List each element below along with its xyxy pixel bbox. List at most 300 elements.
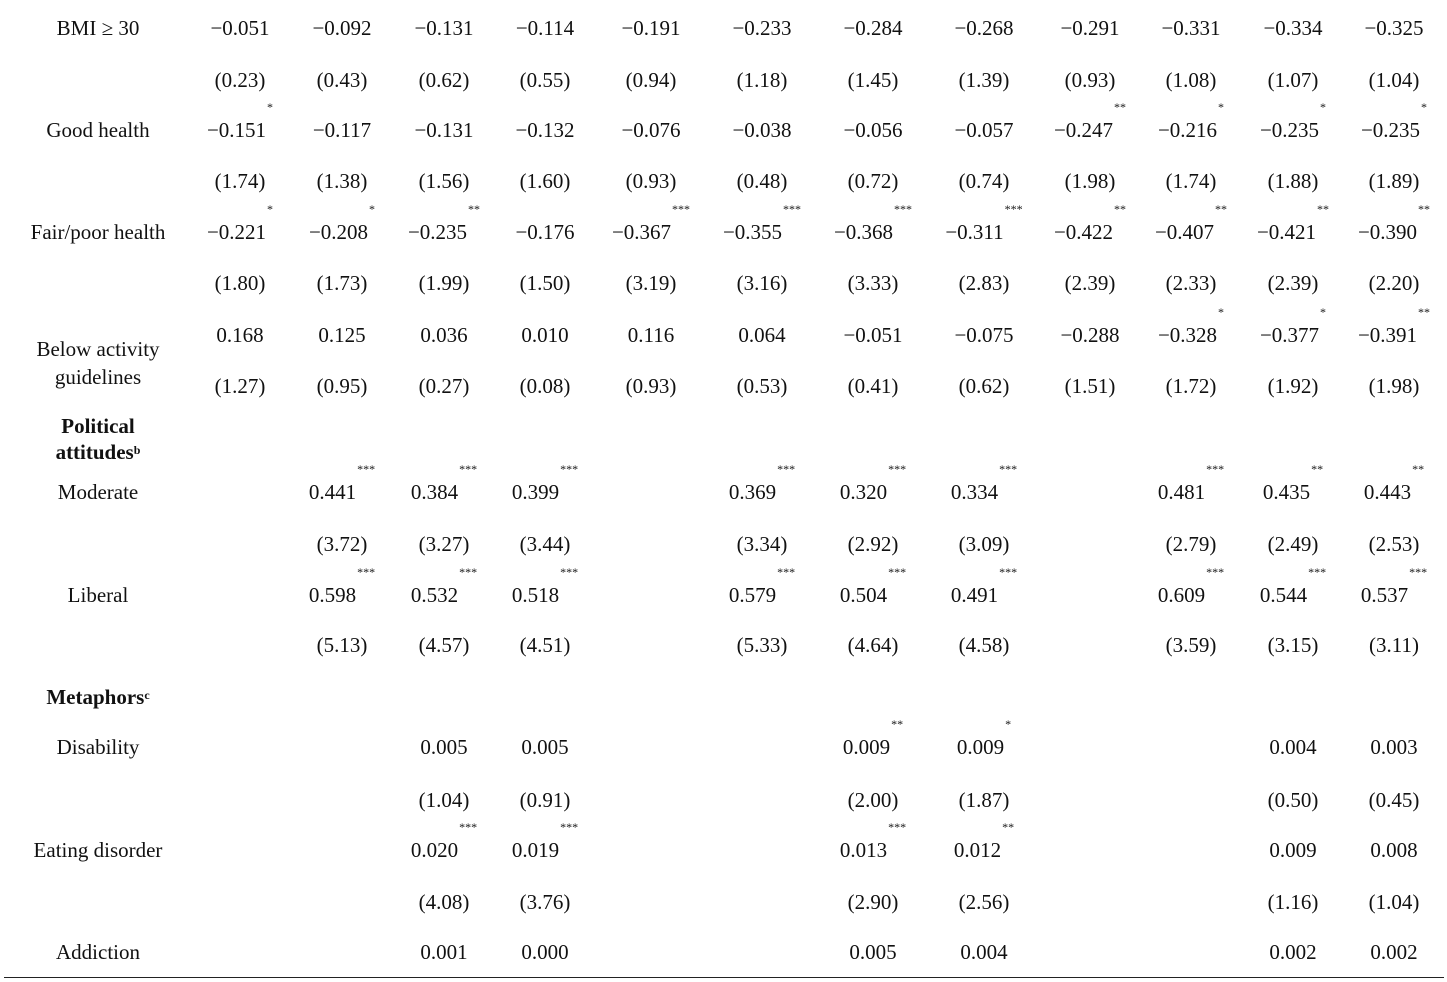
row-good-health-tstat-col5: (0.93) [625,169,677,193]
row-below-activity-guidelines-coef-col3 [390,310,498,361]
section-title-0-line2 [0,439,196,465]
significance-stars: *** [1206,565,1225,579]
coef-value: 0.435 [1262,480,1311,504]
significance-stars: *** [560,462,579,476]
row-fair-poor-health-coef-col6 [708,202,816,258]
row-below-activity-guidelines-coef-col12 [1340,305,1447,361]
row-eating-disorder-tstat-col3: (4.08) [418,890,470,914]
row-fair-poor-health-tstat-col12: (2.20) [1368,271,1420,295]
row-fair-poor-health-coef-col3 [390,202,498,258]
row-bmi-30-coef-col5 [597,3,705,54]
row-moderate-tstat-col2: (3.72) [316,532,368,556]
row-bmi-30-coef-col1 [186,3,294,54]
row-good-health-coef-col11 [1239,100,1347,156]
row-bmi-30-tstat-col1: (0.23) [214,68,266,92]
row-eating-disorder-coef-col12 [1340,825,1447,876]
section-title-text: Metaphors [46,685,145,709]
row-below-activity-guidelines-tstat-col7: (0.41) [847,374,899,398]
coef-value: −0.421 [1256,220,1317,244]
significance-stars: * [369,202,376,216]
row-liberal-coef-col7 [819,565,927,621]
coef-value: 0.369 [728,480,777,504]
row-disability-label: Disability [56,735,140,759]
row-moderate-coef-col11 [1239,462,1347,518]
coef-value: −0.176 [515,220,575,244]
row-liberal-tstat-col11: (3.15) [1267,633,1319,657]
coef-value: −0.368 [833,220,894,244]
row-fair-poor-health-tstat-col11: (2.39) [1267,271,1319,295]
row-good-health-tstat-col1: (1.74) [214,169,266,193]
row-moderate-tstat-col4: (3.44) [519,532,571,556]
coef-value: −0.131 [414,118,474,142]
row-fair-poor-health-tstat-col7: (3.33) [847,271,899,295]
coef-value: 0.609 [1157,583,1206,607]
row-moderate-tstat-col8: (3.09) [958,532,1010,556]
row-eating-disorder-tstat-col11: (1.16) [1267,890,1319,914]
row-good-health-tstat-col3: (1.56) [418,169,470,193]
significance-stars: *** [999,565,1018,579]
row-eating-disorder-coef-col8 [930,820,1038,876]
row-bmi-30-coef-col3 [390,3,498,54]
coef-value: −0.284 [843,16,903,40]
row-liberal-coef-col11 [1239,565,1347,621]
row-moderate-coef-col10 [1137,462,1245,518]
row-liberal-tstat-col8: (4.58) [958,633,1010,657]
row-below-activity-guidelines-coef-col6 [708,310,816,361]
row-bmi-30-tstat-col3: (0.62) [418,68,470,92]
row-disability-tstat-col3: (1.04) [418,788,470,812]
row-addiction-coef-col4 [491,927,599,978]
coef-value: 0.005 [521,735,569,759]
row-below-activity-guidelines-tstat-col2: (0.95) [316,374,368,398]
row-fair-poor-health-tstat-col9: (2.39) [1064,271,1116,295]
significance-stars: *** [560,565,579,579]
coef-value: 0.036 [420,323,468,347]
row-below-activity-guidelines-coef-col1 [186,310,294,361]
significance-stars: ** [891,717,904,731]
row-below-activity-guidelines-label-line1: Below activity [36,337,160,361]
row-disability-coef-col4 [491,722,599,773]
row-bmi-30-tstat-col5: (0.94) [625,68,677,92]
coef-value: −0.114 [515,16,575,40]
row-fair-poor-health-coef-col11 [1239,202,1347,258]
section-title-text: Political [61,414,135,438]
significance-stars: *** [459,565,478,579]
significance-stars: *** [1308,565,1327,579]
row-fair-poor-health-coef-col8 [930,202,1038,258]
coef-value: −0.328 [1157,323,1218,347]
row-fair-poor-health-coef-col12 [1340,202,1447,258]
row-disability-coef-col7 [819,717,927,773]
coef-value: −0.132 [515,118,575,142]
row-liberal-tstat-col7: (4.64) [847,633,899,657]
row-below-activity-guidelines-coef-col8 [930,310,1038,361]
coef-value: −0.131 [414,16,474,40]
coef-value: 0.125 [318,323,366,347]
row-bmi-30-coef-col7 [819,3,927,54]
row-liberal-coef-col8 [930,565,1038,621]
row-below-activity-guidelines-tstat-col6: (0.53) [736,374,788,398]
row-good-health-tstat-col9: (1.98) [1064,169,1116,193]
coef-value: 0.009 [842,735,891,759]
coef-value: 0.003 [1370,735,1418,759]
coef-value: 0.384 [410,480,459,504]
row-moderate-coef-col3 [390,462,498,518]
row-bmi-30-coef-col10 [1137,3,1245,54]
row-bmi-30-tstat-col8: (1.39) [958,68,1010,92]
coef-value: −0.117 [312,118,372,142]
row-addiction-coef-col11 [1239,927,1347,978]
row-fair-poor-health-coef-col7 [819,202,927,258]
coef-value: −0.051 [210,16,270,40]
significance-stars: * [1218,305,1225,319]
row-below-activity-guidelines-label-line2: guidelines [54,365,142,389]
coef-value: −0.268 [954,16,1014,40]
coef-value: 0.009 [956,735,1005,759]
significance-stars: *** [777,462,796,476]
coef-value: 0.532 [410,583,459,607]
row-below-activity-guidelines-coef-col11 [1239,305,1347,361]
row-good-health-coef-col7 [819,105,927,156]
row-disability-coef-col3 [390,722,498,773]
row-bmi-30-coef-col12 [1340,3,1447,54]
row-moderate-coef-col7 [819,462,927,518]
coef-value: 0.005 [420,735,468,759]
row-eating-disorder-coef-col3 [390,820,498,876]
coef-value: 0.002 [1370,940,1418,964]
row-disability-tstat-col12: (0.45) [1368,788,1420,812]
coef-value: 0.013 [839,838,888,862]
row-fair-poor-health-coef-col5 [597,202,705,258]
coef-value: −0.331 [1161,16,1221,40]
significance-stars: *** [560,820,579,834]
row-liberal-coef-col2 [288,565,396,621]
coef-value: 0.116 [627,323,675,347]
coef-value: 0.009 [1269,838,1317,862]
significance-stars: ** [1002,820,1015,834]
row-eating-disorder-coef-col4 [491,820,599,876]
row-moderate-coef-col8 [930,462,1038,518]
significance-stars: * [267,100,274,114]
row-good-health-coef-col8 [930,105,1038,156]
row-liberal-coef-col4 [491,565,599,621]
coef-value: −0.151 [206,118,267,142]
coef-value: −0.407 [1154,220,1215,244]
coef-value: −0.051 [843,323,903,347]
row-moderate-tstat-col7: (2.92) [847,532,899,556]
coef-value: −0.191 [621,16,681,40]
row-liberal-tstat-col12: (3.11) [1369,633,1419,657]
row-bmi-30-tstat-col4: (0.55) [519,68,571,92]
coef-value: −0.367 [611,220,672,244]
row-fair-poor-health-coef-col4 [491,207,599,258]
row-moderate-tstat-col12: (2.53) [1368,532,1420,556]
significance-stars: * [1320,100,1327,114]
row-bmi-30-coef-col2 [288,3,396,54]
significance-stars: * [1218,100,1225,114]
row-addiction-coef-col8 [930,927,1038,978]
coef-value: −0.235 [1259,118,1320,142]
row-below-activity-guidelines-tstat-col8: (0.62) [958,374,1010,398]
coef-value: 0.008 [1370,838,1418,862]
row-liberal-coef-col6 [708,565,816,621]
significance-stars: * [1320,305,1327,319]
significance-stars: *** [888,462,907,476]
row-disability-tstat-col4: (0.91) [519,788,571,812]
row-good-health-tstat-col10: (1.74) [1165,169,1217,193]
row-below-activity-guidelines-coef-col2 [288,310,396,361]
row-bmi-30-coef-col8 [930,3,1038,54]
row-bmi-30-coef-col6 [708,3,816,54]
coef-value: −0.391 [1357,323,1418,347]
row-moderate-coef-col2 [288,462,396,518]
significance-stars: ** [1114,202,1127,216]
coef-value: −0.221 [206,220,267,244]
section-footnote-marker: c [144,688,150,702]
row-below-activity-guidelines-tstat-col5: (0.93) [625,374,677,398]
row-fair-poor-health-tstat-col8: (2.83) [958,271,1010,295]
row-good-health-coef-col12 [1340,100,1447,156]
row-good-health-coef-col5 [597,105,705,156]
row-disability-coef-col11 [1239,722,1347,773]
row-moderate-tstat-col3: (3.27) [418,532,470,556]
row-below-activity-guidelines-tstat-col10: (1.72) [1165,374,1217,398]
row-addiction-coef-col7 [819,927,927,978]
coef-value: 0.168 [216,323,264,347]
significance-stars: *** [888,820,907,834]
section-title-text: attitudes [55,440,134,464]
row-good-health-tstat-col2: (1.38) [316,169,368,193]
row-bmi-30-coef-col4 [491,3,599,54]
row-below-activity-guidelines-coef-col5 [597,310,705,361]
coef-value: −0.288 [1060,323,1120,347]
coef-value: −0.208 [308,220,369,244]
row-fair-poor-health-tstat-col6: (3.16) [736,271,788,295]
coef-value: 0.004 [960,940,1008,964]
coef-value: −0.247 [1053,118,1114,142]
row-addiction-coef-col12 [1340,927,1447,978]
row-fair-poor-health-coef-col1 [186,202,294,258]
coef-value: −0.076 [621,118,681,142]
coef-value: −0.325 [1364,16,1424,40]
significance-stars: *** [459,820,478,834]
coef-value: 0.000 [521,940,569,964]
row-liberal-tstat-col4: (4.51) [519,633,571,657]
coef-value: 0.518 [511,583,560,607]
significance-stars: ** [1317,202,1330,216]
row-eating-disorder-tstat-col7: (2.90) [847,890,899,914]
row-good-health-tstat-col4: (1.60) [519,169,571,193]
coef-value: 0.002 [1269,940,1317,964]
row-moderate-coef-col6 [708,462,816,518]
row-bmi-30-tstat-col2: (0.43) [316,68,368,92]
coef-value: 0.491 [950,583,999,607]
coef-value: 0.020 [410,838,459,862]
significance-stars: * [267,202,274,216]
significance-stars: *** [1004,202,1023,216]
row-eating-disorder-tstat-col8: (2.56) [958,890,1010,914]
coef-value: 0.443 [1363,480,1412,504]
significance-stars: * [1005,717,1012,731]
significance-stars: ** [1311,462,1324,476]
coef-value: −0.057 [954,118,1014,142]
significance-stars: ** [1418,202,1431,216]
row-good-health-coef-col2 [288,105,396,156]
row-liberal-tstat-col3: (4.57) [418,633,470,657]
row-fair-poor-health-tstat-col2: (1.73) [316,271,368,295]
row-below-activity-guidelines-tstat-col11: (1.92) [1267,374,1319,398]
row-fair-poor-health-tstat-col5: (3.19) [625,271,677,295]
significance-stars: ** [1418,305,1431,319]
row-below-activity-guidelines-coef-col10 [1137,305,1245,361]
row-moderate-tstat-col10: (2.79) [1165,532,1217,556]
significance-stars: *** [999,462,1018,476]
row-eating-disorder-coef-col7 [819,820,927,876]
coef-value: −0.235 [407,220,468,244]
table-bottom-rule [4,977,1444,978]
row-disability-tstat-col11: (0.50) [1267,788,1319,812]
row-addiction-label: Addiction [56,940,140,964]
coef-value: 0.481 [1157,480,1206,504]
row-bmi-30-coef-col9 [1036,3,1144,54]
coef-value: −0.377 [1259,323,1320,347]
row-liberal-tstat-col6: (5.33) [736,633,788,657]
significance-stars: *** [894,202,913,216]
row-below-activity-guidelines-tstat-col3: (0.27) [418,374,470,398]
coef-value: 0.537 [1360,583,1409,607]
coef-value: −0.291 [1060,16,1120,40]
row-eating-disorder-tstat-col12: (1.04) [1368,890,1420,914]
coef-value: −0.038 [732,118,792,142]
row-bmi-30-tstat-col7: (1.45) [847,68,899,92]
coef-value: −0.311 [945,220,1004,244]
coef-value: −0.355 [722,220,783,244]
row-good-health-tstat-col11: (1.88) [1267,169,1319,193]
row-good-health-coef-col10 [1137,100,1245,156]
significance-stars: *** [357,462,376,476]
significance-stars: *** [357,565,376,579]
row-liberal-coef-col12 [1340,565,1447,621]
coef-value: −0.075 [954,323,1014,347]
row-moderate-label: Moderate [57,480,139,504]
row-good-health-tstat-col7: (0.72) [847,169,899,193]
row-fair-poor-health-tstat-col1: (1.80) [214,271,266,295]
coef-value: −0.216 [1157,118,1218,142]
row-eating-disorder-tstat-col4: (3.76) [519,890,571,914]
significance-stars: ** [468,202,481,216]
row-good-health-tstat-col8: (0.74) [958,169,1010,193]
coef-value: 0.001 [420,940,468,964]
significance-stars: *** [1409,565,1428,579]
row-liberal-coef-col10 [1137,565,1245,621]
row-eating-disorder-label: Eating disorder [33,838,163,862]
row-bmi-30-label: BMI ≥ 30 [56,16,140,40]
coef-value: −0.390 [1357,220,1418,244]
section-title-0-line1 [0,413,196,439]
row-fair-poor-health-label: Fair/poor health [30,220,166,244]
significance-stars: ** [1215,202,1228,216]
coef-value: 0.019 [511,838,560,862]
row-good-health-coef-col1 [186,100,294,156]
coef-value: 0.320 [839,480,888,504]
coef-value: 0.064 [738,323,786,347]
significance-stars: * [1421,100,1428,114]
row-good-health-tstat-col12: (1.89) [1368,169,1420,193]
row-bmi-30-tstat-col9: (0.93) [1064,68,1116,92]
row-bmi-30-tstat-col6: (1.18) [736,68,788,92]
row-liberal-label: Liberal [67,583,129,607]
row-disability-tstat-col8: (1.87) [958,788,1010,812]
row-moderate-tstat-col6: (3.34) [736,532,788,556]
row-fair-poor-health-tstat-col10: (2.33) [1165,271,1217,295]
row-bmi-30-coef-col11 [1239,3,1347,54]
row-disability-tstat-col7: (2.00) [847,788,899,812]
row-below-activity-guidelines-tstat-col12: (1.98) [1368,374,1420,398]
row-fair-poor-health-coef-col10 [1137,202,1245,258]
coef-value: 0.504 [839,583,888,607]
significance-stars: *** [777,565,796,579]
row-liberal-tstat-col2: (5.13) [316,633,368,657]
row-fair-poor-health-tstat-col3: (1.99) [418,271,470,295]
coef-value: 0.544 [1259,583,1308,607]
coef-value: −0.422 [1053,220,1114,244]
row-below-activity-guidelines-coef-col9 [1036,310,1144,361]
row-good-health-coef-col4 [491,105,599,156]
row-below-activity-guidelines-coef-col7 [819,310,927,361]
significance-stars: *** [1206,462,1225,476]
coef-value: 0.598 [308,583,357,607]
coef-value: 0.004 [1269,735,1317,759]
row-fair-poor-health-coef-col9 [1036,202,1144,258]
coef-value: −0.235 [1360,118,1421,142]
row-bmi-30-tstat-col10: (1.08) [1165,68,1217,92]
row-liberal-coef-col3 [390,565,498,621]
coef-value: 0.579 [728,583,777,607]
row-moderate-tstat-col11: (2.49) [1267,532,1319,556]
row-good-health-coef-col3 [390,105,498,156]
coef-value: −0.056 [843,118,903,142]
significance-stars: *** [672,202,691,216]
coef-value: 0.334 [950,480,999,504]
coef-value: 0.012 [953,838,1002,862]
row-liberal-tstat-col10: (3.59) [1165,633,1217,657]
row-good-health-coef-col6 [708,105,816,156]
section-footnote-marker: b [133,443,141,457]
significance-stars: ** [1412,462,1425,476]
row-below-activity-guidelines-coef-col4 [491,310,599,361]
coef-value: 0.399 [511,480,560,504]
significance-stars: *** [888,565,907,579]
row-fair-poor-health-coef-col2 [288,202,396,258]
significance-stars: ** [1114,100,1127,114]
significance-stars: *** [783,202,802,216]
row-bmi-30-tstat-col11: (1.07) [1267,68,1319,92]
row-below-activity-guidelines-tstat-col9: (1.51) [1064,374,1116,398]
row-below-activity-guidelines-tstat-col1: (1.27) [214,374,266,398]
row-moderate-coef-col4 [491,462,599,518]
significance-stars: *** [459,462,478,476]
coef-value: −0.334 [1263,16,1323,40]
row-addiction-coef-col3 [390,927,498,978]
row-below-activity-guidelines-tstat-col4: (0.08) [519,374,571,398]
coef-value: 0.441 [308,480,357,504]
row-good-health-coef-col9 [1036,100,1144,156]
section-title-1-line1 [0,684,196,710]
coef-value: 0.005 [849,940,897,964]
row-eating-disorder-coef-col11 [1239,825,1347,876]
coef-value: 0.010 [521,323,569,347]
row-good-health-label: Good health [46,118,150,142]
